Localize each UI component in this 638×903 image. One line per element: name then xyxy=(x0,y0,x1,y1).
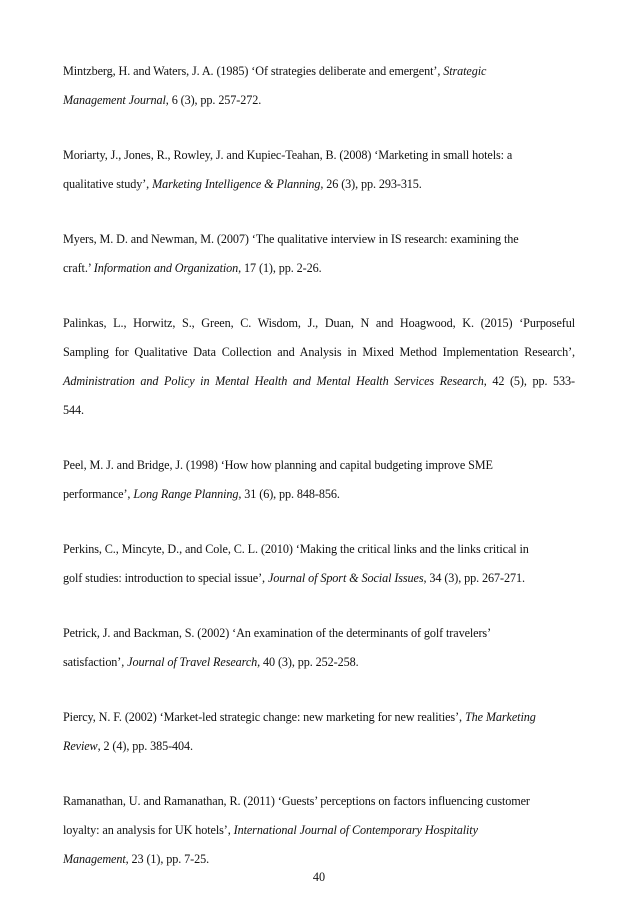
reference-text: Ramanathan, U. and Ramanathan, R. (2011) ‘Guests’ perceptions on factors influencing customer xyxy=(63,794,530,808)
reference-line xyxy=(63,480,575,509)
reference-italic-text: Information and Organization xyxy=(93,261,239,275)
reference-text: Palinkas, L., Horwitz, S., Green, C. Wisdom, J., Duan, N and Hoagwood, K. (2015) ‘Purposeful xyxy=(63,316,575,330)
reference-entry xyxy=(63,451,575,509)
reference-entry xyxy=(63,57,575,115)
page-number: 40 xyxy=(312,870,326,884)
reference-line xyxy=(63,619,575,648)
reference-text: Perkins, C., Mincyte, D., and Cole, C. L. (2010) ‘Making the critical links and the links critical in xyxy=(63,542,529,556)
reference-italic-text: Marketing Intelligence & Planning xyxy=(152,177,321,191)
reference-text: Sampling for Qualitative Data Collection and Analysis in Mixed Method Implementation Research’, xyxy=(63,345,575,359)
reference-text: Myers, M. D. and Newman, M. (2007) ‘The qualitative interview in IS research: examining the xyxy=(63,232,519,246)
reference-line xyxy=(63,564,575,593)
reference-text: Petrick, J. and Backman, S. (2002) ‘An examination of the determinants of golf travelers’ xyxy=(63,626,492,640)
reference-line xyxy=(63,170,575,199)
reference-line xyxy=(63,367,575,396)
reference-entry xyxy=(63,787,575,874)
reference-text: 31 (6), pp. 848-856. xyxy=(241,487,340,501)
reference-line xyxy=(63,703,575,732)
reference-text: , 26 (3), pp. 293-315. xyxy=(320,177,422,191)
reference-text: 40 (3), pp. 252-258. xyxy=(260,655,359,669)
reference-line xyxy=(63,141,575,170)
reference-entry xyxy=(63,309,575,425)
reference-text: loyalty: an analysis for UK hotels’, xyxy=(63,823,234,837)
reference-italic-text: Management xyxy=(63,852,126,866)
reference-text: Moriarty, J., Jones, R., Rowley, J. and Kupiec-Teahan, B. (2008) ‘Marketing in small hotels: a xyxy=(63,148,513,162)
reference-text: , 2 (4), pp. 385-404. xyxy=(97,739,193,753)
reference-line xyxy=(63,451,575,480)
reference-text: , 23 (1), pp. 7-25. xyxy=(125,852,210,866)
reference-line xyxy=(63,648,575,677)
reference-line xyxy=(63,732,575,761)
reference-entry xyxy=(63,703,575,761)
reference-line xyxy=(63,816,575,845)
reference-text: qualitative study’, xyxy=(63,177,153,191)
reference-line xyxy=(63,396,575,425)
reference-text: , 34 (3), pp. 267-271. xyxy=(423,571,525,585)
reference-line xyxy=(63,787,575,816)
reference-line xyxy=(63,86,575,115)
reference-italic-text: Journal of Sport & Social Issues xyxy=(267,571,424,585)
reference-text: , 17 (1), pp. 2-26. xyxy=(238,261,322,275)
reference-line xyxy=(63,309,575,338)
reference-italic-text: Review xyxy=(63,739,98,753)
reference-entry xyxy=(63,225,575,283)
reference-line xyxy=(63,338,575,367)
reference-text: , 6 (3), pp. 257-272. xyxy=(165,93,262,107)
reference-italic-text: International Journal of Contemporary Hospitality xyxy=(233,823,478,837)
reference-italic-text: Strategic xyxy=(443,64,487,78)
reference-italic-text: Administration and Policy in Mental Health and Mental Health Services Research xyxy=(63,374,484,388)
reference-text: golf studies: introduction to special issue’, xyxy=(63,571,268,585)
reference-line xyxy=(63,225,575,254)
reference-italic-text: Management Journal xyxy=(63,93,166,107)
reference-entry xyxy=(63,141,575,199)
reference-line xyxy=(63,254,575,283)
reference-italic-text: Long Range Planning, xyxy=(133,487,242,501)
reference-text: Peel, M. J. and Bridge, J. (1998) ‘How how planning and capital budgeting improve SME xyxy=(63,458,493,472)
reference-italic-text: The Marketing xyxy=(464,710,536,724)
reference-text: 544. xyxy=(63,403,84,417)
reference-text: Piercy, N. F. (2002) ‘Market-led strategic change: new marketing for new realities’, xyxy=(63,710,465,724)
reference-entry xyxy=(63,619,575,677)
reference-line xyxy=(63,535,575,564)
reference-text: satisfaction’, xyxy=(63,655,128,669)
reference-text: , 42 (5), pp. 533- xyxy=(483,374,575,388)
reference-entry xyxy=(63,535,575,593)
reference-text: craft.’ xyxy=(63,261,94,275)
reference-line xyxy=(63,57,575,86)
reference-text: Mintzberg, H. and Waters, J. A. (1985) ‘Of strategies deliberate and emergent’, xyxy=(63,64,444,78)
reference-text: performance’, xyxy=(63,487,134,501)
reference-italic-text: Journal of Travel Research, xyxy=(127,655,261,669)
